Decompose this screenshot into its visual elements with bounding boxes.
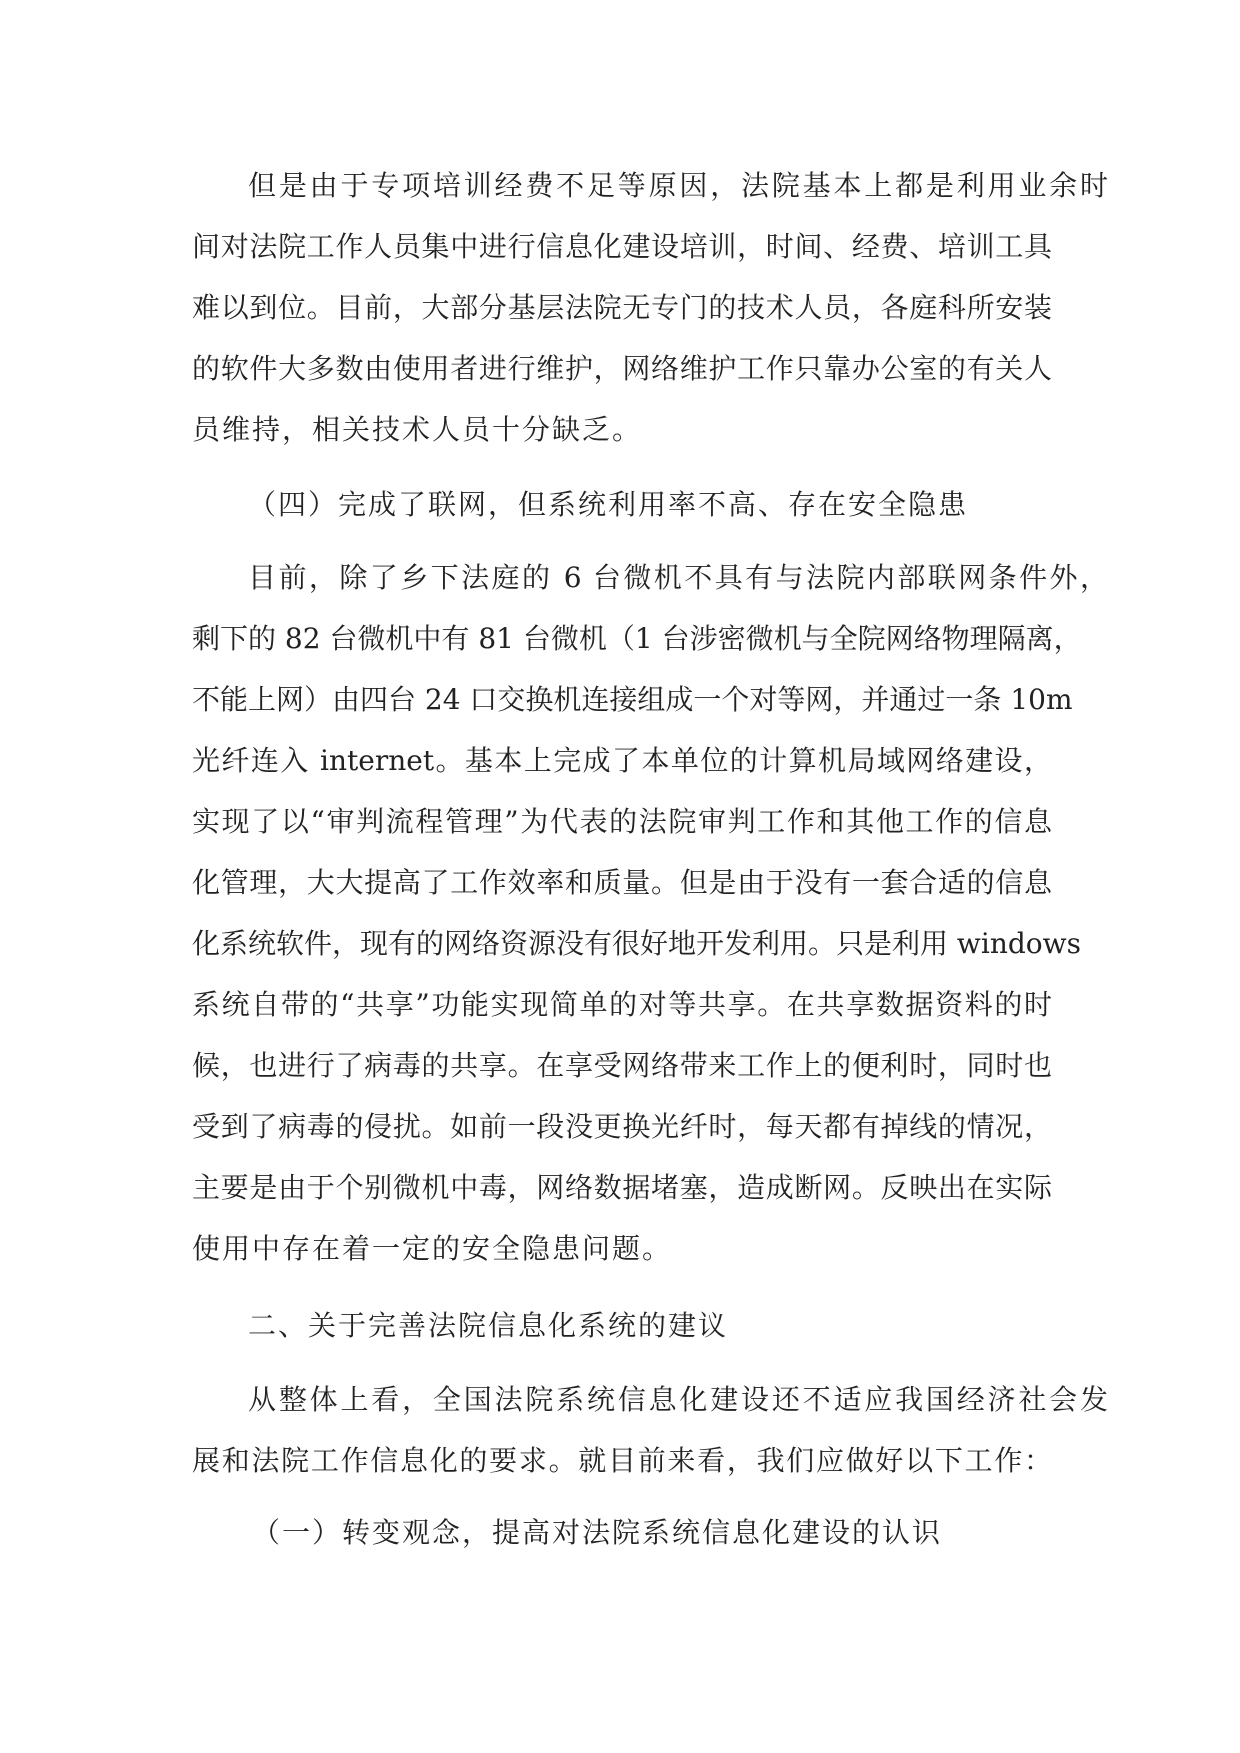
body-line: 实现了以“审判流程管理”为代表的法院审判工作和其他工作的信息	[192, 805, 1052, 838]
body-line: 受到了病毒的侵扰。如前一段没更换光纤时，每天都有掉线的情况，	[192, 1110, 1052, 1143]
section-heading: （四）完成了联网，但系统利用率不高、存在安全隐患	[248, 488, 969, 521]
body-line: 主要是由于个别微机中毒，网络数据堵塞，造成断网。反映出在实际	[192, 1171, 1052, 1204]
body-line: 光纤连入 internet。基本上完成了本单位的计算机局域网络建设，	[192, 744, 1052, 777]
body-line: 不能上网）由四台 24 口交换机连接组成一个对等网，并通过一条 10m	[192, 683, 1073, 716]
body-line: 使用中存在着一定的安全隐患问题。	[192, 1232, 673, 1265]
section-heading: （一）转变观念，提高对法院系统信息化建设的认识	[252, 1516, 943, 1549]
body-line: 目前，除了乡下法庭的 6 台微机不具有与法院内部联网条件外，	[248, 561, 1108, 594]
body-line: 员维持，相关技术人员十分缺乏。	[192, 413, 643, 446]
body-line: 难以到位。目前，大部分基层法院无专门的技术人员，各庭科所安装	[192, 291, 1052, 324]
section-heading: 二、关于完善法院信息化系统的建议	[248, 1309, 729, 1342]
body-line: 从整体上看，全国法院系统信息化建设还不适应我国经济社会发	[248, 1383, 1108, 1416]
body-line: 但是由于专项培训经费不足等原因，法院基本上都是利用业余时	[248, 169, 1108, 202]
body-line: 间对法院工作人员集中进行信息化建设培训，时间、经费、培训工具	[192, 230, 1052, 263]
body-line: 候，也进行了病毒的共享。在享受网络带来工作上的便利时，同时也	[192, 1049, 1052, 1082]
body-line: 化管理，大大提高了工作效率和质量。但是由于没有一套合适的信息	[192, 866, 1052, 899]
body-line: 的软件大多数由使用者进行维护，网络维护工作只靠办公室的有关人	[192, 352, 1052, 385]
body-line: 化系统软件，现有的网络资源没有很好地开发利用。只是利用 windows	[192, 927, 1081, 960]
body-line: 剩下的 82 台微机中有 81 台微机（1 台涉密微机与全院网络物理隔离，	[192, 622, 1082, 655]
body-line: 展和法院工作信息化的要求。就目前来看，我们应做好以下工作：	[192, 1444, 1052, 1477]
body-line: 系统自带的“共享”功能实现简单的对等共享。在共享数据资料的时	[192, 988, 1052, 1021]
